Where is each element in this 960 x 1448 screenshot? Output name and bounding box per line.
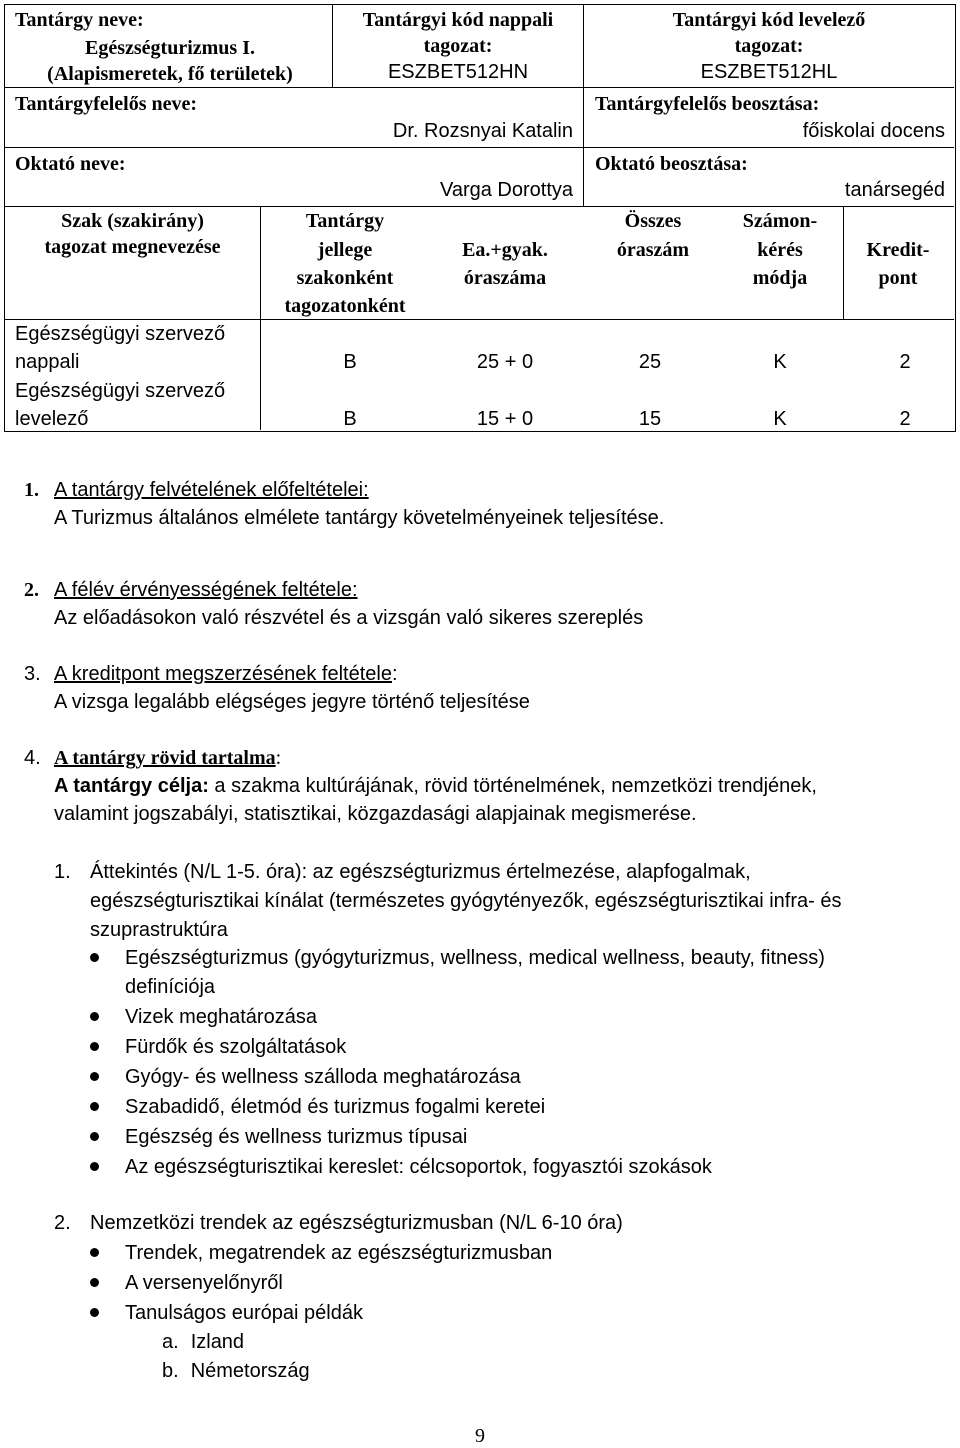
section-title: A félév érvényességének feltétele: xyxy=(54,579,358,601)
section-credit: 3. A kreditpont megszerzésének feltétele: A vizsga legalább elégséges jegyre történő teljesítése xyxy=(24,660,530,716)
teacher-label: Oktató neve: xyxy=(15,153,126,175)
section-title: A tantárgy felvételének előfeltételei: xyxy=(54,479,369,501)
col-kredit-2: pont xyxy=(878,267,918,289)
sub-item: b. Németország xyxy=(162,1360,310,1382)
col-szamonkeres-3: módja xyxy=(752,267,808,289)
bullet-icon xyxy=(90,1132,99,1141)
col-szak-2: tagozat megnevezése xyxy=(44,236,221,258)
aim-text: a szakma kultúrájának, rövid történelmének, nemzetközi trendjének, xyxy=(208,775,817,797)
day-code-label-2: tagozat: xyxy=(423,35,493,57)
subject-name-line1: Egészségturizmus I. xyxy=(85,37,255,59)
section-body: A vizsga legalább elégséges jegyre történő teljesítése xyxy=(54,691,530,713)
topic-title-line1: Áttekintés (N/L 1-5. óra): az egészségturizmus értelmezése, alapfogalmak, xyxy=(90,861,751,883)
responsible-position-label: Tantárgyfelelős beosztása: xyxy=(595,93,820,115)
course-info-table xyxy=(4,4,956,432)
section-validity xyxy=(24,576,643,632)
row-jelleg: B xyxy=(343,351,357,373)
topic-title-line3: szuprastruktúra xyxy=(90,919,228,941)
col-kredit-1: Kredit- xyxy=(866,239,930,261)
responsible-label: Tantárgyfelelős neve: xyxy=(15,93,198,115)
bullet-icon xyxy=(90,1042,99,1051)
row-ea: 25 + 0 xyxy=(476,351,534,373)
aim-text-line2: valamint jogszabályi, statisztikai, közgazdasági alapjainak megismerése. xyxy=(54,803,697,825)
section-number: 4. xyxy=(24,747,41,769)
section-content: 4. A tantárgy rövid tartalma: A tantárgy célja: a szakma kultúrájának, rövid történelmének, nemzetközi trendjének, valamint jogszabályi, statisztikai, közgazdasági alapjainak megismerése. xyxy=(24,744,817,828)
row-name-line2: levelező xyxy=(15,408,89,430)
col-jelleg-3: szakonként xyxy=(296,267,394,289)
bullet-icon xyxy=(90,1102,99,1111)
bullet-icon xyxy=(90,1248,99,1257)
bullet-icon xyxy=(90,1162,99,1171)
topic-number: 1. xyxy=(54,861,71,883)
row-name-line1: Egészségügyi szervező xyxy=(15,323,226,345)
col-jelleg-2: jellege xyxy=(317,239,373,261)
row-szamonkeres: K xyxy=(773,351,787,373)
section-number: 1. xyxy=(24,479,39,501)
row-ossz: 15 xyxy=(638,408,662,430)
section-number: 2. xyxy=(24,579,39,601)
aim-label: A tantárgy célja: xyxy=(54,775,209,797)
bullet-icon xyxy=(90,1012,99,1021)
col-ea-2: óraszáma xyxy=(463,267,547,289)
section-prerequisites xyxy=(24,476,664,532)
bullet-icon xyxy=(90,1308,99,1317)
col-szak-1: Szak (szakirány) xyxy=(61,210,204,232)
col-ea-1: Ea.+gyak. xyxy=(462,239,548,261)
col-jelleg-4: tagozatonként xyxy=(284,295,406,317)
topic-title-line1: Nemzetközi trendek az egészségturizmusban (N/L 6-10 óra) xyxy=(90,1212,623,1234)
day-code-label-1: Tantárgyi kód nappali xyxy=(362,9,554,31)
responsible-name: Dr. Rozsnyai Katalin xyxy=(392,120,573,142)
bullet-icon xyxy=(90,953,99,962)
row-kredit: 2 xyxy=(899,408,911,430)
teacher-position-label: Oktató beosztása: xyxy=(595,153,748,175)
section-title: A tantárgy rövid tartalma xyxy=(54,747,276,769)
responsible-position: főiskolai docens xyxy=(802,120,945,142)
col-ossz-1: Összes xyxy=(624,210,682,232)
col-szamonkeres-1: Számon- xyxy=(742,210,818,232)
section-body: A Turizmus általános elmélete tantárgy követelményeinek teljesítése. xyxy=(54,507,665,529)
topic-title-line2: egészségturisztikai kínálat (természetes gyógytényezők, egészségturisztikai infra- és xyxy=(90,890,842,912)
corr-code-label-2: tagozat: xyxy=(734,35,804,57)
row-ossz: 25 xyxy=(638,351,662,373)
section-number: 3. xyxy=(24,663,41,685)
section-title: A kreditpont megszerzésének feltétele xyxy=(54,663,392,685)
col-szamonkeres-2: kérés xyxy=(757,239,803,261)
bullet-icon xyxy=(90,1278,99,1287)
corr-code-label-1: Tantárgyi kód levelező xyxy=(672,9,866,31)
row-ea: 15 + 0 xyxy=(476,408,534,430)
subject-label: Tantárgy neve: xyxy=(15,9,144,31)
bullet-icon xyxy=(90,1072,99,1081)
row-name-line1: Egészségügyi szervező xyxy=(15,380,226,402)
row-name-line2: nappali xyxy=(15,351,80,373)
col-ossz-2: óraszám xyxy=(616,239,690,261)
teacher-position: tanársegéd xyxy=(844,179,945,201)
subject-name-line2: (Alapismeretek, fő területek) xyxy=(47,63,293,85)
topic-number: 2. xyxy=(54,1212,71,1234)
row-kredit: 2 xyxy=(899,351,911,373)
col-jelleg-1: Tantárgy xyxy=(305,210,385,232)
sub-item: a. Izland xyxy=(162,1331,245,1353)
row-jelleg: B xyxy=(343,408,357,430)
section-body: Az előadásokon való részvétel és a vizsgán való sikeres szereplés xyxy=(54,607,644,629)
page-number: 9 xyxy=(475,1425,485,1447)
day-code-value: ESZBET512HN xyxy=(387,61,529,83)
row-szamonkeres: K xyxy=(773,408,787,430)
corr-code-value: ESZBET512HL xyxy=(700,61,838,83)
teacher-name: Varga Dorottya xyxy=(439,179,573,201)
